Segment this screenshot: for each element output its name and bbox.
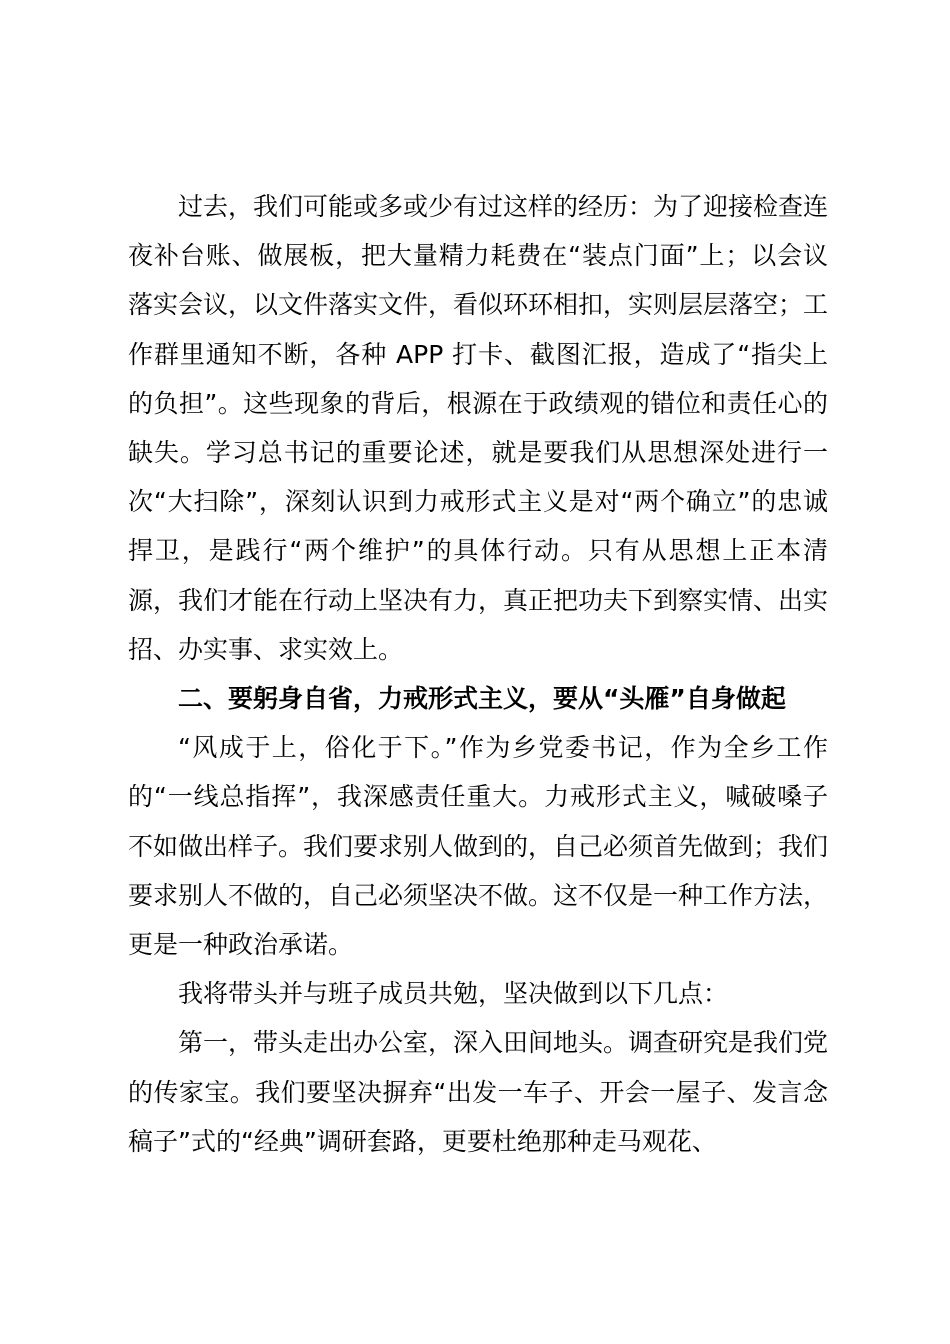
paragraph-point-one: 第一，带头走出办公室，深入田间地头。调查研究是我们党的传家宝。我们要坚决摒弃“出发一车子、开会一屋子、发言念稿子”式的“经典”调研套路，更要杜绝那种走马观花、 — [128, 1028, 829, 1156]
paragraph-commitment-intro: 我将带头并与班子成员共勉，坚决做到以下几点： — [178, 979, 729, 1009]
section-heading-2: 二、要躬身自省，力戒形式主义，要从“头雁”自身做起 — [178, 684, 786, 714]
paragraph-leadership: “风成于上，俗化于下。”作为乡党委书记，作为全乡工作的“一线总指挥”，我深感责任重大。力戒形式主义，喊破嗓子不如做出样子。我们要求别人做到的，自己必须首先做到；我们要求别人不做的，自己必须坚决不做。这不仅是一种工作方法，更是一种政治承诺。 — [128, 733, 829, 960]
paragraph-past-experience: 过去，我们可能或多或少有过这样的经历：为了迎接检查连夜补台账、做展板，把大量精力耗费在“装点门面”上；以会议落实会议，以文件落实文件，看似环环相扣，实则层层落空；工作群里通知不断，各种 APP 打卡、截图汇报，造成了“指尖上的负担”。这些现象的背后，根源在于政绩观的错位和责任心的缺失。学习总书记的重要论述，就是要我们从思想深处进行一次“大扫除”，深刻认识到力戒形式主义是对“两个确立”的忠诚捍卫，是践行“两个维护”的具体行动。只有从思想上正本清源，我们才能在行动上坚决有力，真正把功夫下到察实情、出实招、办实事、求实效上。 — [128, 192, 829, 664]
document-body — [128, 182, 828, 1166]
